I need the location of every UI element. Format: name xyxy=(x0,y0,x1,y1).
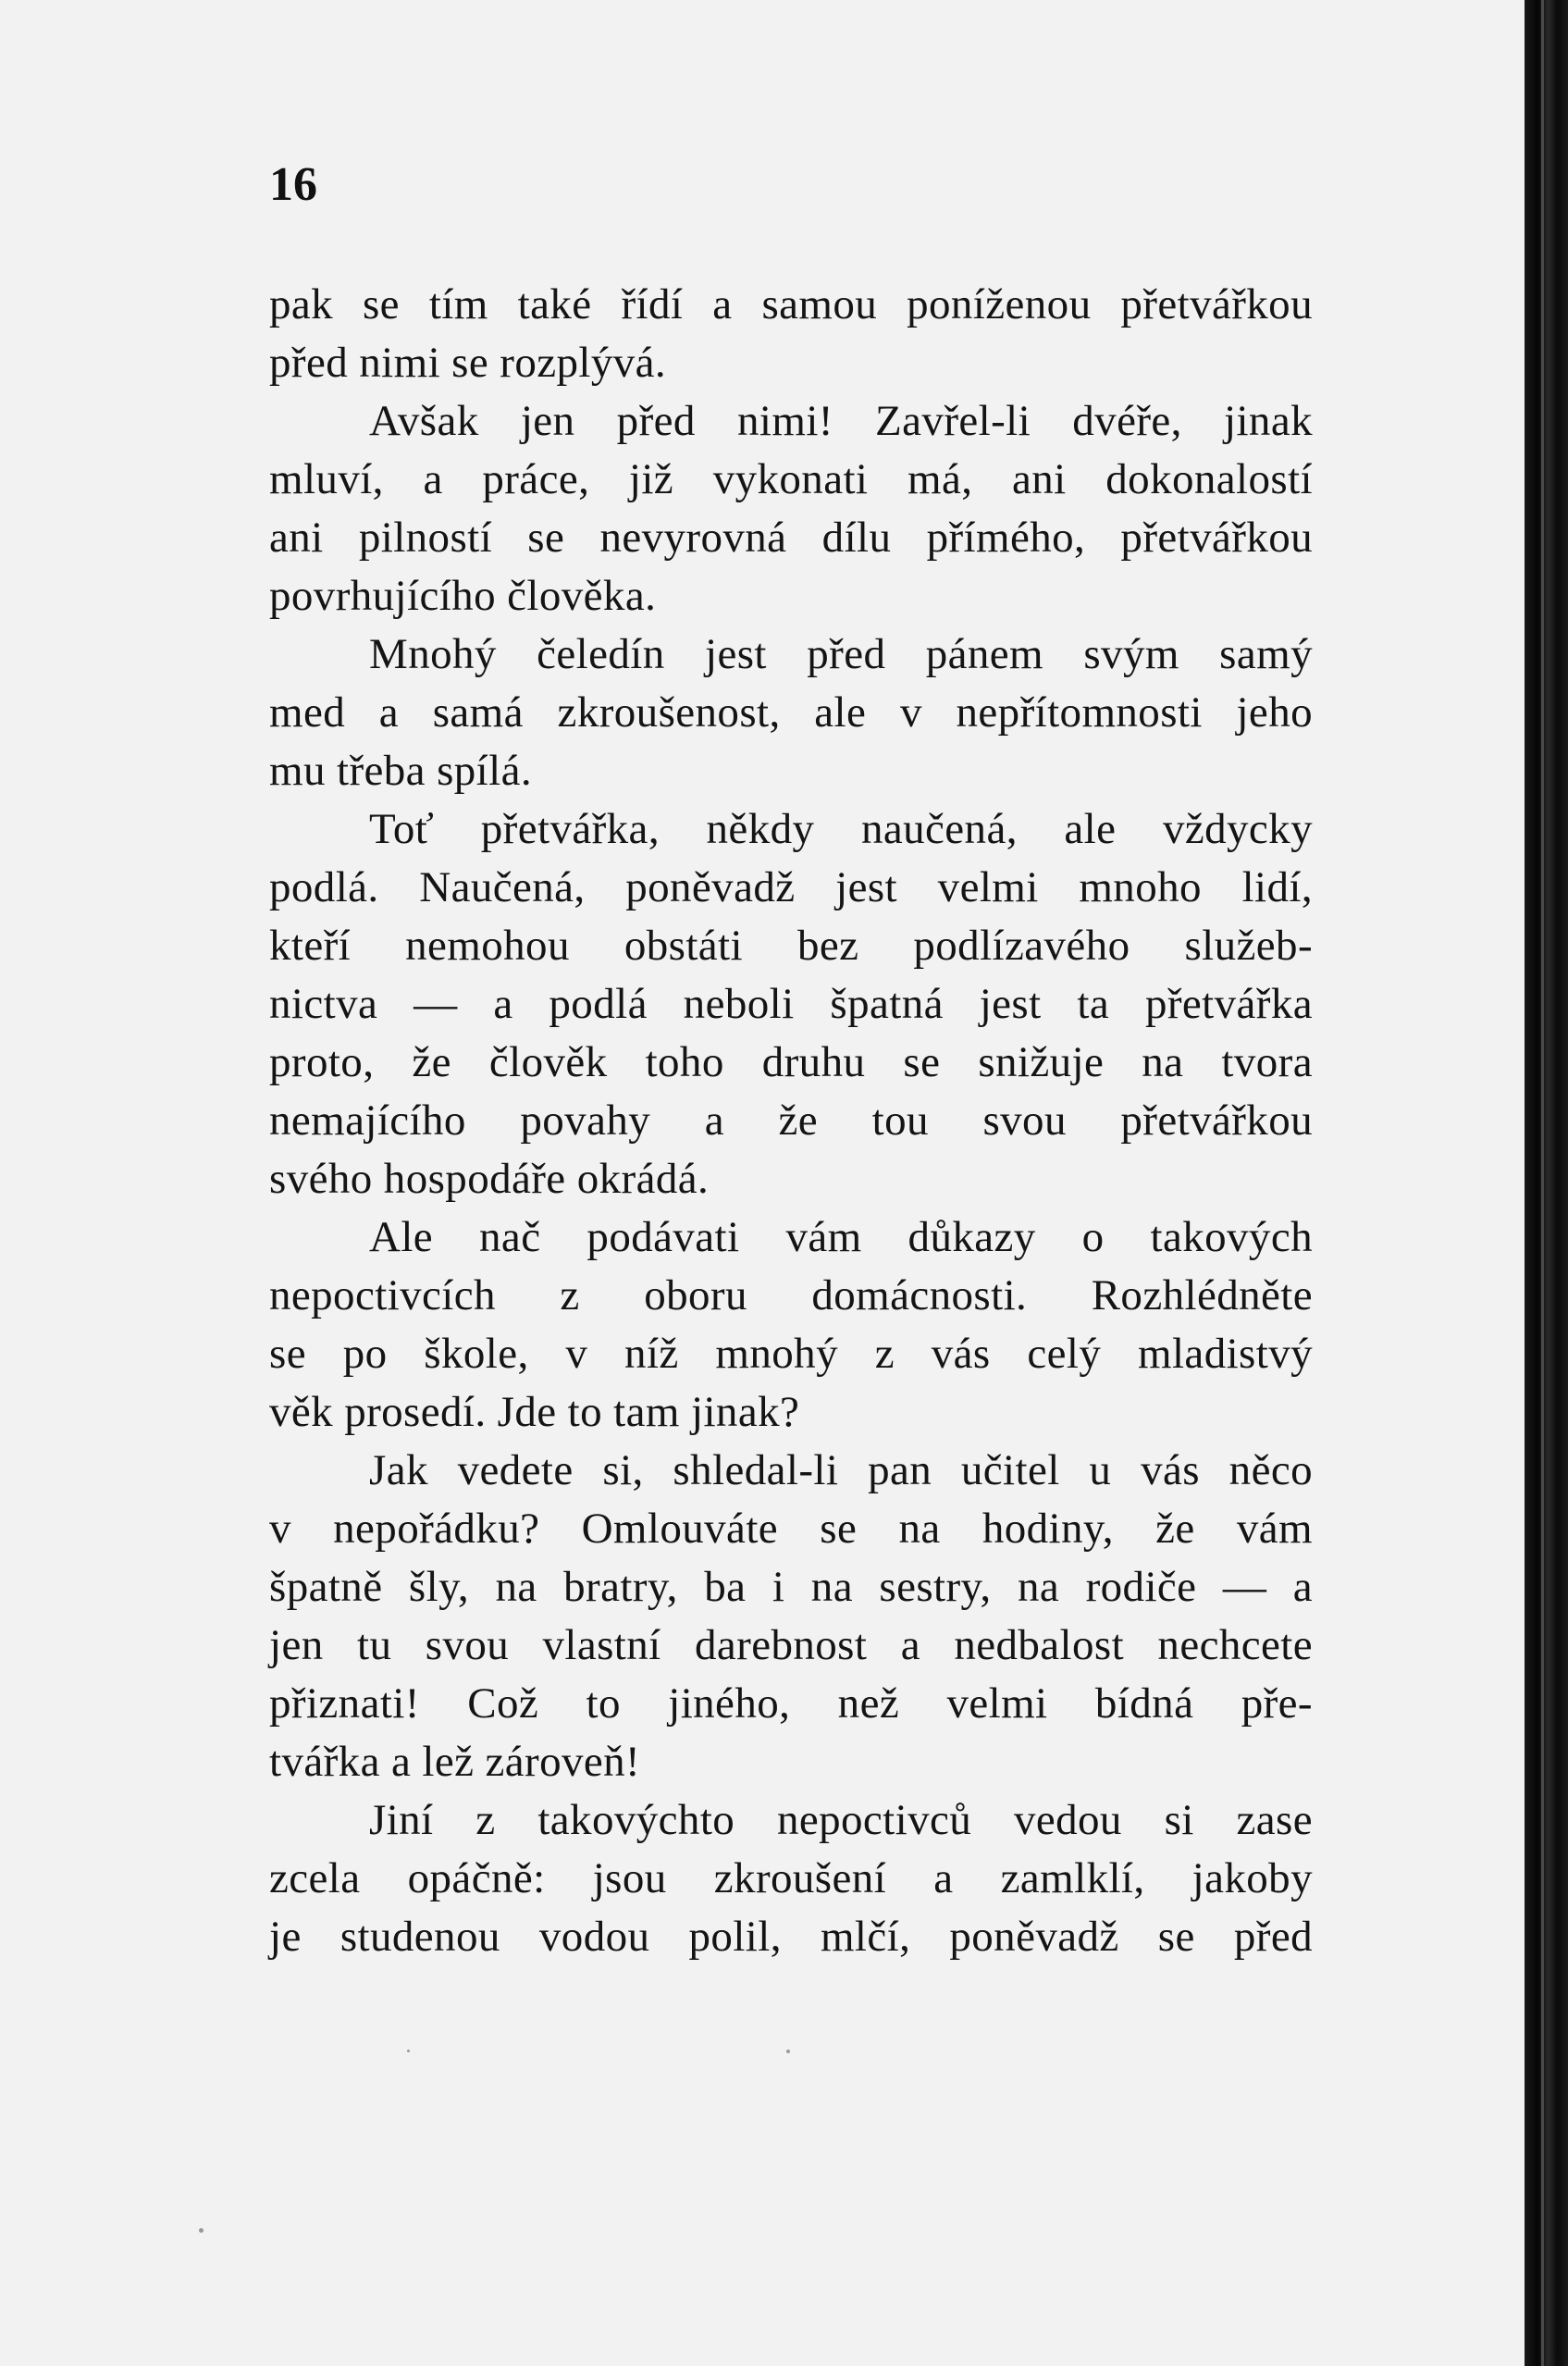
text-line: Ale nač podávati vám důkazy o takových xyxy=(369,1213,1313,1261)
text-line: pak se tím také řídí a samou poníženou přetvářkou xyxy=(269,280,1313,328)
text-line: Toť přetvářka, někdy naučená, ale vždycky xyxy=(369,805,1313,853)
text-line: ani pilností se nevyrovná dílu přímého, přetvářkou xyxy=(269,514,1313,562)
page-edge-shadow xyxy=(1525,0,1568,2366)
text-line: zcela opáčně: jsou zkroušení a zamlklí, jakoby xyxy=(269,1854,1313,1902)
paragraph-3 xyxy=(269,626,1313,800)
text-line: nictva — a podlá neboli špatná jest ta přetvářka xyxy=(269,980,1313,1028)
text-line: Jiní z takovýchto nepoctivců vedou si zase xyxy=(369,1796,1313,1844)
text-line: jen tu svou vlastní darebnost a nedbalost nechcete xyxy=(269,1621,1313,1669)
text-line: Avšak jen před nimi! Zavřel-li dvéře, jinak xyxy=(369,397,1313,445)
paragraph-4 xyxy=(269,800,1313,1208)
text-line: kteří nemohou obstáti bez podlízavého služeb- xyxy=(269,922,1313,970)
text-line: věk prosedí. Jde to tam jinak? xyxy=(269,1388,800,1436)
text-line: povrhujícího člověka. xyxy=(269,572,657,620)
paragraph-1 xyxy=(269,276,1313,392)
text-line: v nepořádku? Omlouváte se na hodiny, že vám xyxy=(269,1505,1313,1553)
text-line: podlá. Naučená, poněvadž jest velmi mnoho lidí, xyxy=(269,863,1313,911)
text-line: Mnohý čeledín jest před pánem svým samý xyxy=(369,630,1313,678)
body-text xyxy=(269,276,1313,1966)
paper-speck xyxy=(786,2050,790,2053)
paragraph-2 xyxy=(269,392,1313,626)
text-line: špatně šly, na bratry, ba i na sestry, na rodiče — a xyxy=(269,1563,1313,1611)
text-line: svého hospodáře okrádá. xyxy=(269,1155,710,1203)
text-line: přiznati! Což to jiného, než velmi bídná pře- xyxy=(269,1679,1313,1728)
paper-speck xyxy=(199,2228,204,2233)
paragraph-7 xyxy=(269,1791,1313,1966)
page-edge-line xyxy=(1541,0,1544,2366)
paragraph-6 xyxy=(269,1442,1313,1791)
paragraph-5 xyxy=(269,1208,1313,1442)
text-line: se po škole, v níž mnohý z vás celý mladistvý xyxy=(269,1330,1313,1378)
page-number: 16 xyxy=(269,158,317,211)
text-line: nepoctivcích z oboru domácnosti. Rozhlédněte xyxy=(269,1271,1313,1319)
text-line: med a samá zkroušenost, ale v nepřítomnosti jeho xyxy=(269,688,1313,737)
text-line: před nimi se rozplývá. xyxy=(269,339,667,387)
text-line: mu třeba spílá. xyxy=(269,747,533,795)
text-line: tvářka a lež zároveň! xyxy=(269,1738,641,1786)
paper-speck xyxy=(407,2050,410,2052)
text-line: je studenou vodou polil, mlčí, poněvadž se před xyxy=(269,1913,1313,1961)
text-line: proto, že člověk toho druhu se snižuje na tvora xyxy=(269,1038,1313,1086)
text-line: mluví, a práce, již vykonati má, ani dokonalostí xyxy=(269,455,1313,503)
text-line: Jak vedete si, shledal-li pan učitel u vás něco xyxy=(369,1446,1313,1494)
text-line: nemajícího povahy a že tou svou přetvářkou xyxy=(269,1096,1313,1145)
